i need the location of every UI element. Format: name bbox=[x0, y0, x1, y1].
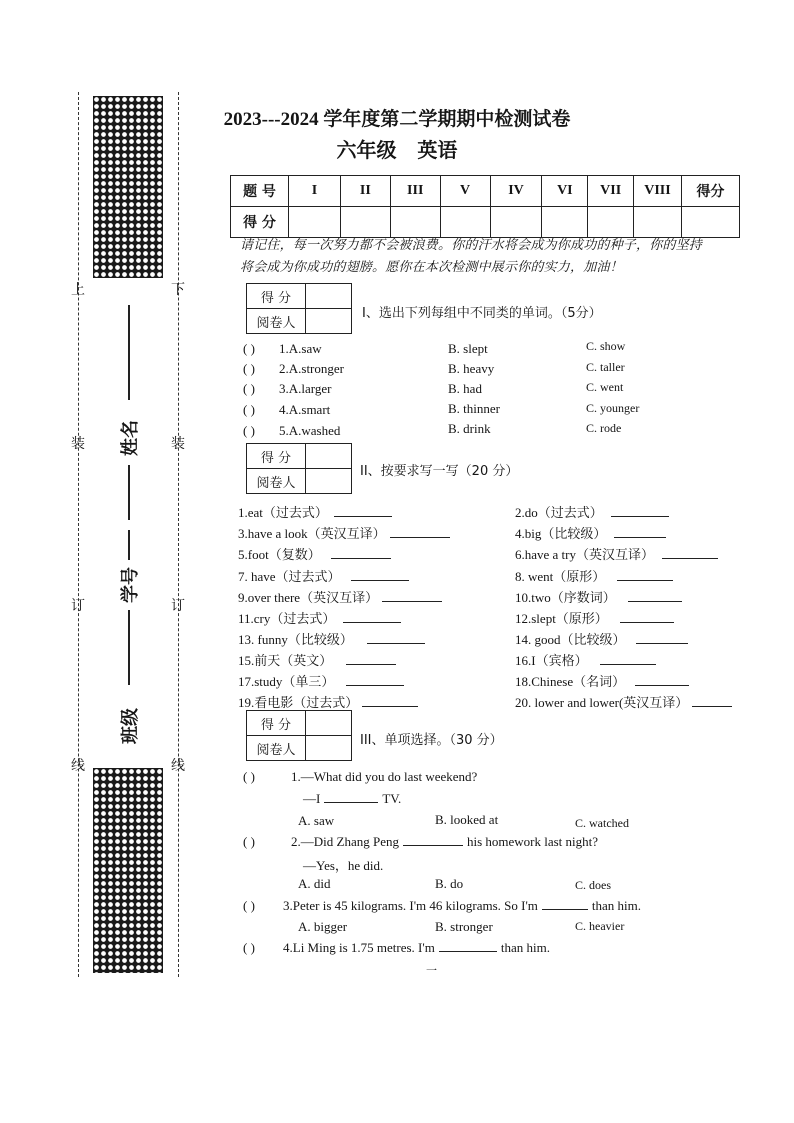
grader-reviewer-cell[interactable] bbox=[306, 309, 352, 334]
option-c: C. watched bbox=[575, 816, 629, 830]
option-b: B. drink bbox=[448, 421, 491, 436]
fill-prompt: 1.eat（过去式） bbox=[238, 505, 328, 520]
section-1-title: I、选出下列每组中不同类的单词。（5分） bbox=[362, 306, 602, 321]
fill-item bbox=[238, 650, 396, 669]
fill-item bbox=[238, 523, 450, 542]
answer-blank[interactable] bbox=[614, 527, 666, 538]
fill-prompt: 6.have a try（英汉互译） bbox=[515, 547, 655, 562]
fill-item bbox=[238, 629, 425, 648]
grader-reviewer-cell[interactable] bbox=[306, 736, 352, 761]
section-3-title: III、单项选择。（30 分） bbox=[360, 733, 503, 748]
cut-mark-right-4: 线 bbox=[171, 758, 185, 774]
grader-score-cell[interactable] bbox=[306, 444, 352, 469]
motto-line-2: 将会成为你成功的翅膀。愿你在本次检测中展示你的实力，加油！ bbox=[240, 260, 623, 275]
answer-paren[interactable]: ( ) bbox=[243, 361, 255, 376]
answer-blank[interactable] bbox=[362, 696, 418, 707]
fill-item bbox=[515, 608, 674, 627]
name-label: 姓名 bbox=[120, 420, 141, 456]
fill-prompt: 15.前天（英文） bbox=[238, 653, 333, 668]
exam-title: 2023---2024 学年度第二学期期中检测试卷 bbox=[223, 109, 571, 130]
fill-prompt: 14. good（比较级） bbox=[515, 632, 626, 647]
list-item bbox=[243, 361, 344, 377]
cut-mark-right-2: 装 bbox=[171, 436, 185, 452]
cut-mark-left-3: 订 bbox=[71, 598, 85, 614]
grader-box-2 bbox=[246, 443, 352, 494]
option-a: A. did bbox=[298, 876, 331, 891]
fill-prompt: 2.do（过去式） bbox=[515, 505, 603, 520]
fill-prompt: 13. funny（比较级） bbox=[238, 632, 353, 647]
answer-blank[interactable] bbox=[635, 675, 689, 686]
answer-paren[interactable]: ( ) bbox=[243, 341, 255, 356]
grader-box-3 bbox=[246, 710, 352, 761]
fill-item bbox=[515, 671, 689, 690]
fill-item bbox=[238, 587, 442, 606]
answer-blank[interactable] bbox=[636, 633, 688, 644]
score-table-total-label: 得分 bbox=[681, 176, 739, 207]
question-text-end: than him. bbox=[591, 898, 642, 913]
fill-prompt: 9.over there（英汉互译） bbox=[238, 590, 379, 605]
fill-prompt: 7. have（过去式） bbox=[238, 569, 341, 584]
option-b: B. stronger bbox=[435, 919, 493, 934]
fill-item bbox=[238, 502, 392, 521]
answer-paren[interactable]: ( ) bbox=[243, 940, 255, 955]
answer-blank[interactable] bbox=[662, 548, 718, 559]
score-cell-total[interactable] bbox=[681, 207, 739, 238]
fill-prompt: 4.big（比较级） bbox=[515, 526, 607, 541]
grader-reviewer-label: 阅卷人 bbox=[247, 736, 306, 761]
fill-item bbox=[238, 608, 401, 627]
fill-item bbox=[515, 692, 732, 711]
fill-prompt: 3.have a look（英汉互译） bbox=[238, 526, 386, 541]
question-4 bbox=[243, 940, 550, 956]
answer-paren[interactable]: ( ) bbox=[243, 834, 255, 849]
score-cell[interactable] bbox=[289, 207, 341, 238]
question-2 bbox=[243, 834, 598, 850]
fill-prompt: 19.看电影（过去式） bbox=[238, 695, 359, 710]
list-item bbox=[243, 341, 322, 357]
score-cell[interactable] bbox=[588, 207, 634, 238]
exam-subtitle: 六年级 英语 bbox=[336, 138, 458, 162]
fill-prompt: 20. lower and lower(英汉互译） bbox=[515, 695, 689, 710]
option-c: C. heavier bbox=[575, 919, 625, 933]
option-b: B. do bbox=[435, 876, 464, 891]
answer-blank[interactable] bbox=[331, 548, 391, 559]
fill-item bbox=[515, 544, 718, 563]
option-a: A. saw bbox=[298, 813, 335, 828]
grader-reviewer-cell[interactable] bbox=[306, 469, 352, 494]
fill-item bbox=[515, 566, 673, 585]
answer-blank[interactable] bbox=[367, 633, 425, 644]
answer-blank[interactable] bbox=[346, 654, 396, 665]
question-2-line-2: —Yes，he did. bbox=[303, 858, 384, 873]
answer-blank[interactable] bbox=[382, 591, 442, 602]
option-c: C. went bbox=[586, 380, 624, 394]
question-text-end: his homework last night? bbox=[466, 834, 599, 849]
fill-prompt: 11.cry（过去式） bbox=[238, 611, 336, 626]
question-1 bbox=[243, 769, 477, 785]
fill-item bbox=[515, 523, 666, 542]
pattern-block-bottom bbox=[93, 768, 163, 973]
list-item bbox=[243, 381, 331, 397]
score-cell[interactable] bbox=[542, 207, 588, 238]
grader-score-cell[interactable] bbox=[306, 711, 352, 736]
fill-prompt: 18.Chinese（名词） bbox=[515, 674, 626, 689]
motto-line-1: 请记住，每一次努力都不会被浪费。你的汗水将会成为你成功的种子，你的坚持 bbox=[240, 238, 703, 253]
answer-blank[interactable] bbox=[324, 792, 378, 803]
score-table-row-label: 得 分 bbox=[231, 207, 289, 238]
fill-prompt: 12.slept（原形） bbox=[515, 611, 608, 626]
fill-item bbox=[515, 629, 688, 648]
student-no-write-line-top[interactable] bbox=[128, 530, 130, 560]
cut-mark-left-2: 装 bbox=[71, 436, 85, 452]
name-write-line-bottom[interactable] bbox=[128, 465, 130, 520]
cut-mark-left-4: 线 bbox=[71, 758, 85, 774]
score-table-header-label: 题 号 bbox=[231, 176, 289, 207]
fill-item bbox=[238, 544, 391, 563]
option-b: B. heavy bbox=[448, 361, 495, 376]
answer-blank[interactable] bbox=[346, 675, 404, 686]
cut-mark-left-1: 上 bbox=[71, 282, 85, 298]
page-number: 一 bbox=[426, 964, 437, 977]
answer-blank[interactable] bbox=[600, 654, 656, 665]
option-a: 2.A.stronger bbox=[279, 361, 344, 376]
score-table-col-2: II bbox=[340, 176, 390, 207]
grader-score-label: 得 分 bbox=[247, 711, 306, 736]
fill-prompt: 16.I（宾格） bbox=[515, 653, 588, 668]
list-item bbox=[243, 423, 340, 439]
option-c: C. taller bbox=[586, 360, 625, 374]
grader-reviewer-label: 阅卷人 bbox=[247, 309, 306, 334]
list-item bbox=[243, 402, 330, 418]
score-table-col-1: I bbox=[289, 176, 341, 207]
question-text: 4.Li Ming is 1.75 metres. I'm bbox=[283, 940, 435, 955]
answer-blank[interactable] bbox=[628, 591, 682, 602]
option-c: C. younger bbox=[586, 401, 640, 415]
cut-mark-right-3: 订 bbox=[171, 598, 185, 614]
fill-prompt: 17.study（单三） bbox=[238, 674, 335, 689]
fill-item bbox=[515, 650, 656, 669]
score-table bbox=[230, 175, 740, 238]
grader-score-cell[interactable] bbox=[306, 284, 352, 309]
option-a: 4.A.smart bbox=[279, 402, 331, 417]
dialog-prefix: —I bbox=[303, 791, 321, 806]
answer-blank[interactable] bbox=[611, 506, 669, 517]
answer-paren[interactable]: ( ) bbox=[243, 381, 255, 396]
question-text: 1.—What did you do last weekend? bbox=[291, 769, 478, 784]
option-b: B. thinner bbox=[448, 401, 500, 416]
answer-blank[interactable] bbox=[439, 941, 497, 952]
score-cell[interactable] bbox=[634, 207, 682, 238]
fill-item bbox=[515, 502, 669, 521]
score-table-col-3: III bbox=[390, 176, 440, 207]
fill-item bbox=[238, 671, 404, 690]
fill-item bbox=[238, 692, 418, 711]
answer-blank[interactable] bbox=[692, 696, 732, 707]
score-table-col-5: IV bbox=[490, 176, 542, 207]
answer-blank[interactable] bbox=[620, 612, 674, 623]
section-2-title: II、按要求写一写（20 分） bbox=[360, 464, 519, 479]
answer-paren[interactable]: ( ) bbox=[243, 769, 255, 784]
answer-blank[interactable] bbox=[403, 835, 463, 846]
option-a: 3.A.larger bbox=[279, 381, 332, 396]
score-cell[interactable] bbox=[490, 207, 542, 238]
score-cell[interactable] bbox=[340, 207, 390, 238]
score-cell[interactable] bbox=[390, 207, 440, 238]
fill-item bbox=[238, 566, 409, 585]
option-b: B. slept bbox=[448, 341, 488, 356]
grader-box-1 bbox=[246, 283, 352, 334]
answer-blank[interactable] bbox=[390, 527, 450, 538]
student-no-label: 学号 bbox=[120, 567, 141, 603]
grader-score-label: 得 分 bbox=[247, 284, 306, 309]
score-table-col-7: VII bbox=[588, 176, 634, 207]
cut-mark-right-1: 下 bbox=[171, 282, 185, 298]
question-text: 2.—Did Zhang Peng bbox=[291, 834, 399, 849]
option-c: C. show bbox=[586, 339, 626, 353]
question-1-line-2 bbox=[303, 791, 401, 807]
binding-line-left bbox=[78, 92, 79, 977]
grader-reviewer-label: 阅卷人 bbox=[247, 469, 306, 494]
binding-line-right bbox=[178, 92, 179, 977]
fill-prompt: 8. went（原形） bbox=[515, 569, 606, 584]
option-c: C. rode bbox=[586, 421, 622, 435]
question-text-end: than him. bbox=[500, 940, 550, 955]
score-table-col-8: VIII bbox=[634, 176, 682, 207]
answer-paren[interactable]: ( ) bbox=[243, 402, 255, 417]
class-label: 班级 bbox=[120, 708, 141, 744]
name-write-line-top[interactable] bbox=[128, 305, 130, 400]
score-table-col-6: VI bbox=[542, 176, 588, 207]
question-text: 3.Peter is 45 kilograms. I'm 46 kilograms. So I'm bbox=[283, 898, 538, 913]
student-no-write-line-bottom[interactable] bbox=[128, 610, 130, 685]
score-table-col-4: V bbox=[440, 176, 490, 207]
fill-prompt: 10.two（序数词） bbox=[515, 590, 616, 605]
answer-blank[interactable] bbox=[343, 612, 401, 623]
option-c: C. does bbox=[575, 878, 611, 892]
answer-blank[interactable] bbox=[617, 570, 673, 581]
question-3 bbox=[243, 898, 641, 914]
grader-score-label: 得 分 bbox=[247, 444, 306, 469]
fill-item bbox=[515, 587, 682, 606]
option-a: 1.A.saw bbox=[279, 341, 322, 356]
option-a: 5.A.washed bbox=[279, 423, 341, 438]
option-b: B. had bbox=[448, 381, 482, 396]
answer-paren[interactable]: ( ) bbox=[243, 898, 255, 913]
dialog-suffix: TV. bbox=[382, 791, 402, 806]
answer-blank[interactable] bbox=[334, 506, 392, 517]
option-b: B. looked at bbox=[435, 812, 499, 827]
option-a: A. bigger bbox=[298, 919, 348, 934]
answer-blank[interactable] bbox=[542, 899, 588, 910]
answer-paren[interactable]: ( ) bbox=[243, 423, 255, 438]
score-cell[interactable] bbox=[440, 207, 490, 238]
answer-blank[interactable] bbox=[351, 570, 409, 581]
fill-prompt: 5.foot（复数） bbox=[238, 547, 321, 562]
